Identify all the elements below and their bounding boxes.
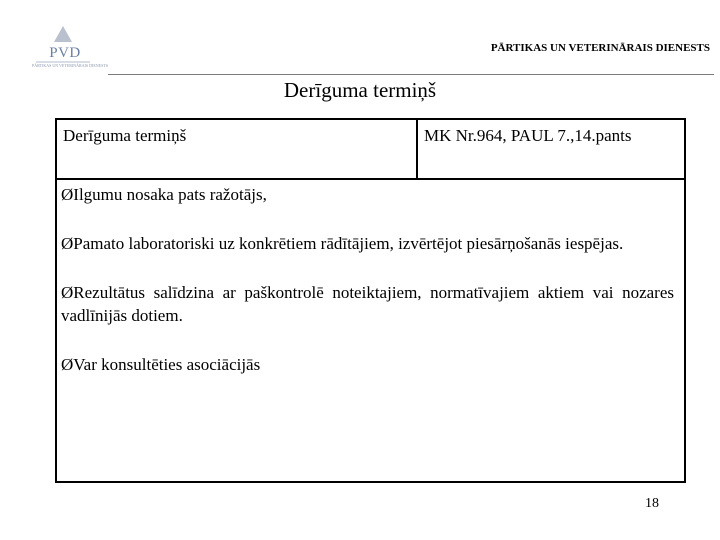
list-item <box>61 184 674 207</box>
arrow-bullet-icon: Ø <box>61 354 74 374</box>
arrow-bullet-icon: Ø <box>61 185 74 204</box>
table-cell-reference: MK Nr.964, PAUL 7.,14.pants <box>418 120 684 180</box>
list-item <box>61 233 674 256</box>
list-item-text: Pamato laboratoriski uz konkrētiem rādītājiem, izvērtējot piesārņošanās iespējas. <box>73 233 624 253</box>
table-cell-topic: Derīguma termiņš <box>57 120 418 180</box>
pvd-logo <box>30 24 109 74</box>
logo-text: PVD <box>49 45 81 61</box>
content-frame <box>55 118 686 483</box>
arrow-bullet-icon: Ø <box>61 233 74 253</box>
bullet-list <box>61 184 674 403</box>
list-item <box>61 354 674 377</box>
logo-subtitle: PĀRTIKAS UN VETERINĀRAIS DIENESTS <box>32 63 109 68</box>
organization-name: PĀRTIKAS UN VETERINĀRAIS DIENESTS <box>490 42 710 54</box>
page-title: Derīguma termiņš <box>283 78 437 102</box>
header-divider <box>108 74 714 75</box>
list-item-text: Rezultātus salīdzina ar paškontrolē noteiktajiem, normatīvajiem aktiem vai nozares vadlīnijās dotiem. <box>61 282 674 325</box>
list-item-text: Var konsultēties asociācijās <box>73 354 261 374</box>
list-item-text: Ilgumu nosaka pats ražotājs, <box>73 185 267 204</box>
list-item <box>61 282 674 328</box>
arrow-bullet-icon: Ø <box>61 282 74 302</box>
page-number: 18 <box>645 496 659 511</box>
